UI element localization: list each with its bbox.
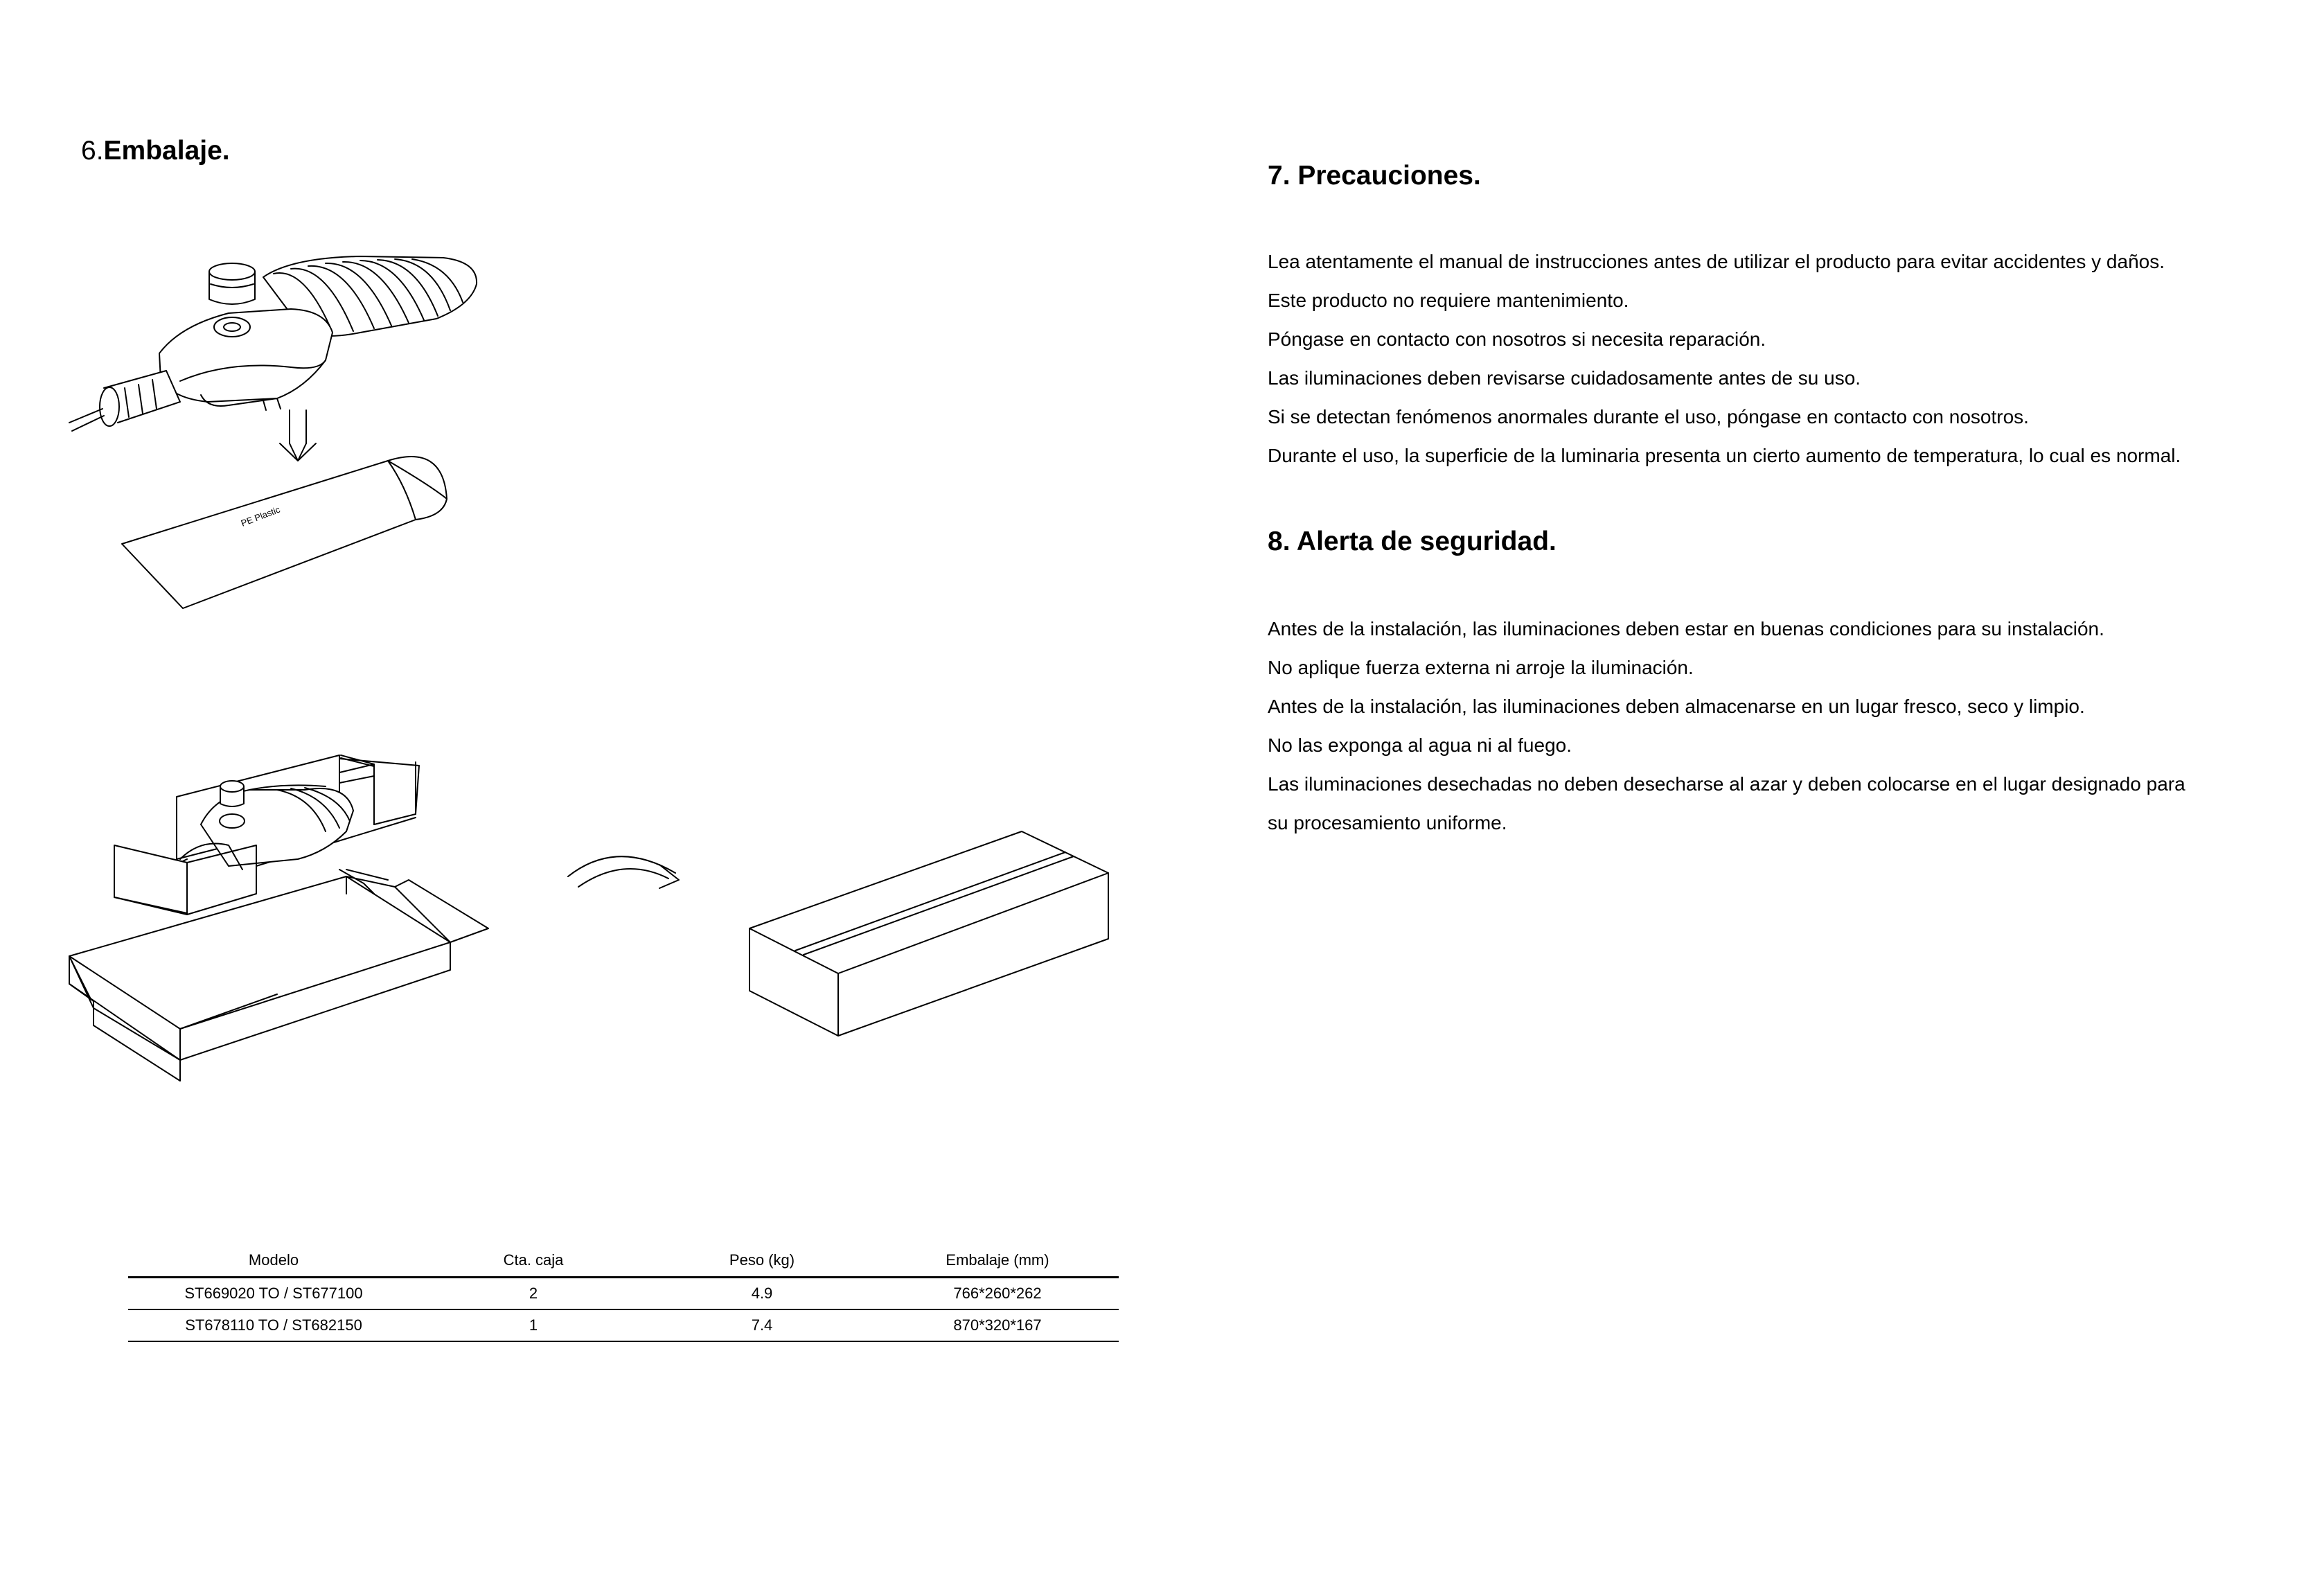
- list-item: Antes de la instalación, las iluminaciones deben estar en buenas condiciones para su instalación.: [1268, 618, 2104, 639]
- cell-qty: 2: [419, 1278, 648, 1310]
- cell-dimensions: 766*260*262: [876, 1278, 1119, 1310]
- header-peso: Peso (kg): [648, 1244, 876, 1278]
- list-item: Antes de la instalación, las iluminaciones deben almacenarse en un lugar fresco, seco y limpio.: [1268, 696, 2085, 717]
- header-modelo: Modelo: [128, 1244, 419, 1278]
- table-row: [128, 1278, 1119, 1310]
- cell-weight: 7.4: [648, 1309, 876, 1341]
- cell-dimensions: 870*320*167: [876, 1309, 1119, 1341]
- bag-label: PE Plastic: [239, 504, 282, 529]
- list-item: Las iluminaciones desechadas no deben desecharse al azar y deben colocarse en el lugar designado para: [1268, 773, 2185, 795]
- cell-qty: 1: [419, 1309, 648, 1341]
- packaging-table: [128, 1244, 1119, 1342]
- list-item: Este producto no requiere mantenimiento.: [1268, 290, 1629, 311]
- open-box-drawing: [69, 755, 488, 1081]
- plastic-bag-drawing: [122, 457, 447, 608]
- table-header-row: [128, 1244, 1119, 1278]
- cell-model: ST678110 TO / ST682150: [128, 1309, 419, 1341]
- list-item: No aplique fuerza externa ni arroje la iluminación.: [1268, 657, 1694, 678]
- packaging-illustration: [0, 0, 1150, 1178]
- header-embalaje: Embalaje (mm): [876, 1244, 1119, 1278]
- table-row: [128, 1309, 1119, 1341]
- section-6-number: 6.: [81, 136, 104, 166]
- closed-box-drawing: [749, 831, 1108, 1036]
- cell-model: ST669020 TO / ST677100: [128, 1278, 419, 1310]
- section-8-title: 8. Alerta de seguridad.: [1268, 527, 1556, 556]
- safety-alert-list: [1268, 610, 2185, 842]
- list-item: Lea atentamente el manual de instrucciones antes de utilizar el producto para evitar accidentes y daños.: [1268, 251, 2165, 272]
- curved-arrow-icon: [568, 856, 679, 888]
- luminaire-drawing: [69, 256, 477, 461]
- section-7-title: 7. Precauciones.: [1268, 161, 1481, 191]
- section-6-label: Embalaje.: [103, 136, 230, 166]
- list-item: Las iluminaciones deben revisarse cuidadosamente antes de su uso.: [1268, 367, 1861, 389]
- precautions-list: [1268, 242, 2181, 475]
- list-item: su procesamiento uniforme.: [1268, 812, 1507, 833]
- cell-weight: 4.9: [648, 1278, 876, 1310]
- list-item: No las exponga al agua ni al fuego.: [1268, 734, 1572, 756]
- list-item: Póngase en contacto con nosotros si necesita reparación.: [1268, 328, 1766, 350]
- list-item: Si se detectan fenómenos anormales durante el uso, póngase en contacto con nosotros.: [1268, 406, 2029, 427]
- header-cta-caja: Cta. caja: [419, 1244, 648, 1278]
- list-item: Durante el uso, la superficie de la luminaria presenta un cierto aumento de temperatura, lo cual es normal.: [1268, 445, 2181, 466]
